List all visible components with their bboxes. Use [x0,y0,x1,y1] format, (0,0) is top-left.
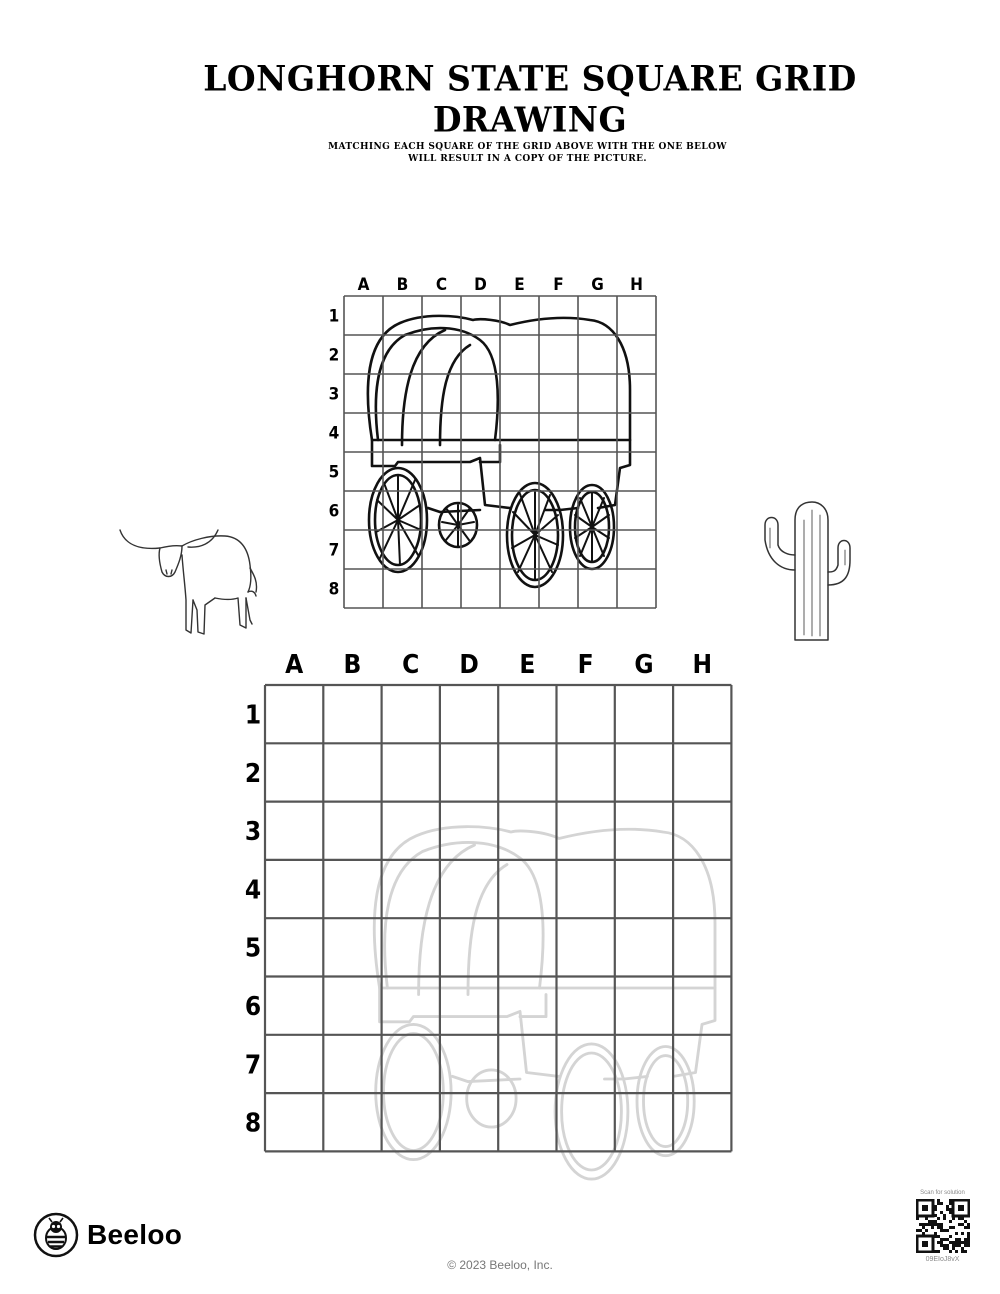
ref-row-label-6: 6 [328,501,340,522]
cactus-illustration [765,502,850,640]
prac-row-label-1: 1 [244,700,262,731]
prac-row-label-4: 4 [244,875,262,906]
practice-grid[interactable] [245,650,732,1179]
copyright-text: © 2023 Beeloo, Inc. [447,1258,553,1272]
ref-row-label-1: 1 [328,306,340,327]
ref-column-label-a: A [357,275,370,295]
ref-row-label-4: 4 [328,423,340,444]
prac-column-label-f: F [577,650,594,680]
ref-column-label-f: F [553,275,564,295]
ref-column-label-b: B [396,275,409,295]
prac-row-label-5: 5 [244,933,262,964]
reference-grid-lines [344,296,656,608]
practice-row-labels [245,701,261,1139]
instruction-line-2: WILL RESULT IN A COPY OF THE PICTURE. [408,154,647,164]
prac-column-label-d: D [459,650,479,680]
ref-row-label-7: 7 [328,540,340,561]
practice-column-labels [285,650,712,680]
prac-row-label-7: 7 [244,1050,262,1081]
prac-column-label-b: B [343,650,362,680]
brand-name: Beeloo [87,1219,183,1250]
ref-row-label-2: 2 [328,345,340,366]
beeloo-logo [33,1212,182,1258]
prac-row-label-3: 3 [244,817,262,848]
ref-row-label-3: 3 [328,384,340,405]
faint-wagon-guide [374,827,715,1179]
ref-column-label-e: E [514,275,525,295]
qr-code-id: 09EIoJ8vX [925,1256,960,1263]
prac-row-label-2: 2 [244,758,262,789]
longhorn-steer-illustration [120,530,257,634]
prac-column-label-h: H [692,650,713,680]
prac-row-label-6: 6 [244,992,262,1023]
ref-column-label-h: H [630,275,643,295]
reference-column-labels [358,275,643,295]
qr-code-icon[interactable] [916,1199,970,1253]
prac-column-label-g: G [634,650,654,680]
ref-column-label-g: G [591,275,604,295]
ref-row-label-5: 5 [328,462,340,483]
ref-column-label-d: D [474,275,487,295]
qr-solution-block[interactable] [905,1190,980,1263]
prac-column-label-e: E [519,650,536,680]
reference-row-labels [329,307,340,600]
qr-caption: Scan for solution [920,1190,965,1196]
practice-grid-lines [265,685,731,1151]
instruction-line-1: MATCHING EACH SQUARE OF THE GRID ABOVE WITH THE ONE BELOW [328,142,727,152]
reference-grid [329,275,656,608]
prac-column-label-a: A [285,650,304,680]
ref-row-label-8: 8 [328,579,340,600]
ref-column-label-c: C [435,275,448,295]
page-title: LONGHORN STATE SQUARE GRID DRAWING [203,58,857,140]
bee-icon [33,1212,79,1258]
prac-row-label-8: 8 [244,1108,262,1139]
prac-column-label-c: C [402,650,420,680]
